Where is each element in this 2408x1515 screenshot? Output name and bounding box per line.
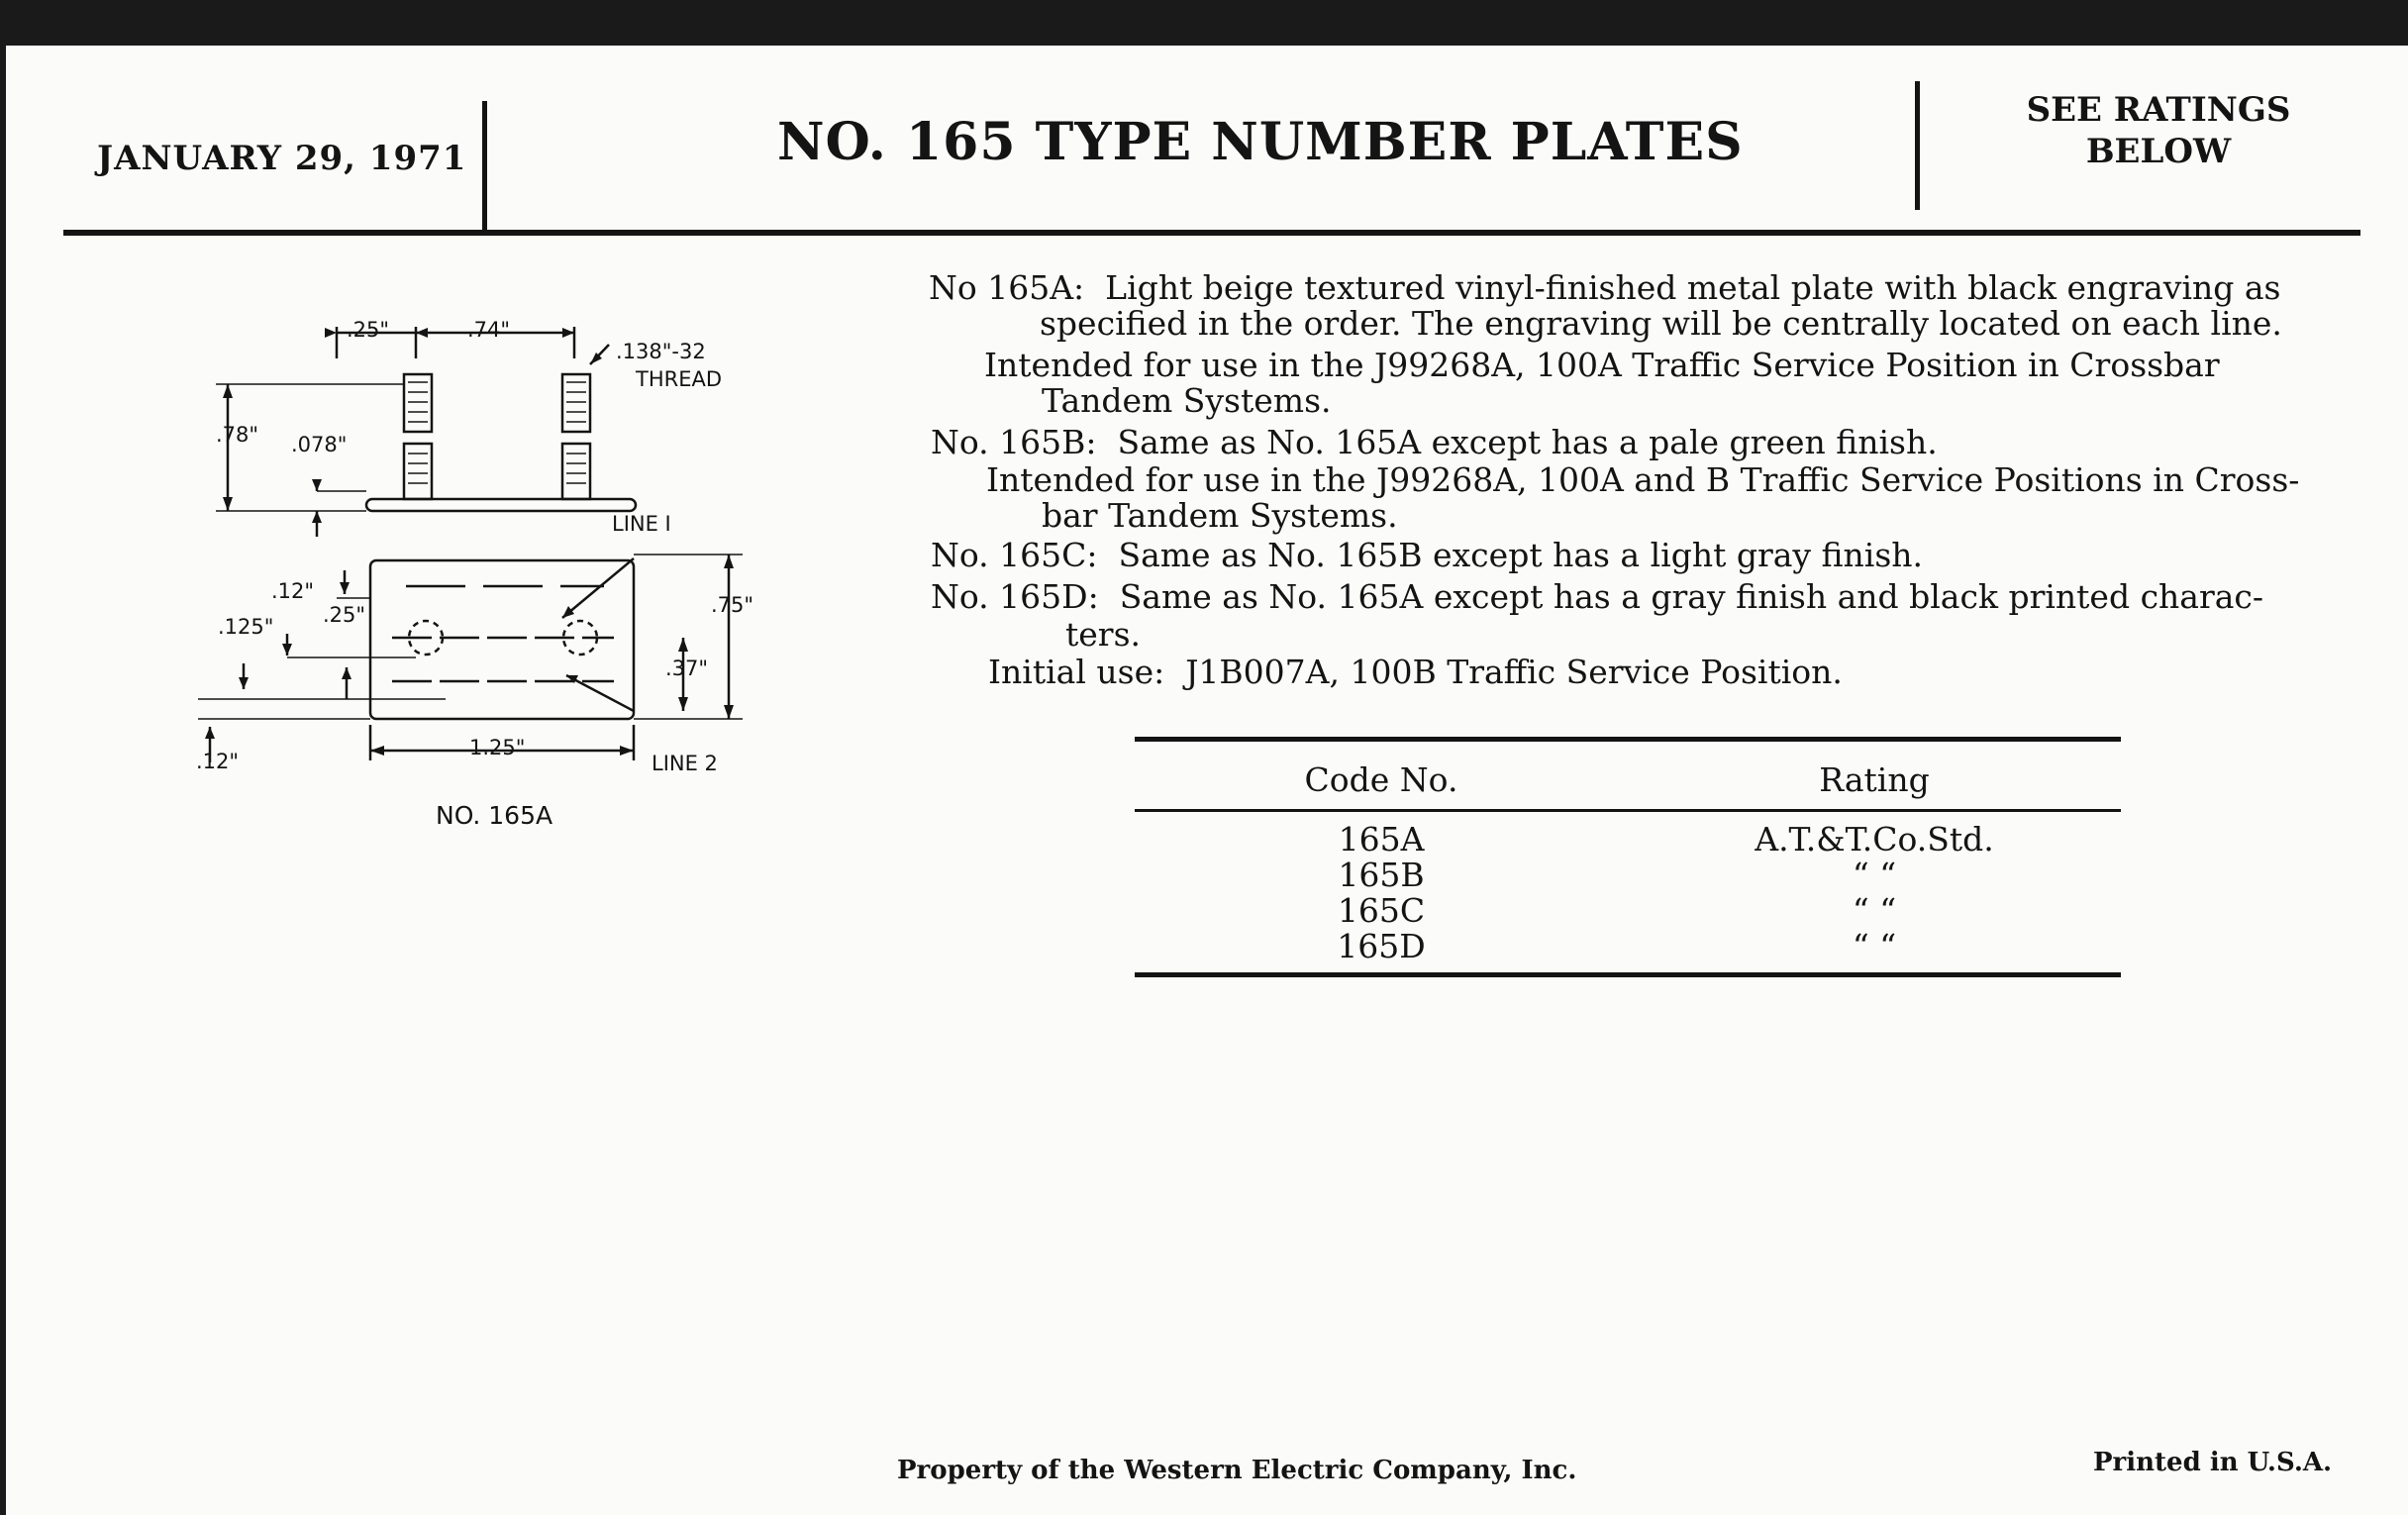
label-165b: No. 165B: bbox=[931, 423, 1097, 461]
stud-lower-left bbox=[404, 444, 432, 499]
row-code: 165C bbox=[1337, 891, 1426, 930]
thread-label: .138"-32 bbox=[616, 340, 706, 363]
arrowhead bbox=[370, 746, 384, 756]
bulletin-date: JANUARY 29, 1971 bbox=[97, 139, 467, 178]
arrowhead bbox=[340, 582, 350, 594]
initial-use-label: Initial use: bbox=[988, 653, 1165, 691]
arrowhead bbox=[678, 638, 688, 652]
row-rating: “ “ bbox=[1852, 856, 1897, 894]
initial-use bbox=[988, 654, 1843, 691]
plate-side-view bbox=[366, 499, 636, 511]
thread-label: THREAD bbox=[636, 367, 723, 391]
dim-label: .74" bbox=[467, 318, 511, 342]
table-row bbox=[1135, 893, 2121, 929]
table-row bbox=[1135, 929, 2121, 974]
line2-label: LINE 2 bbox=[652, 752, 718, 775]
arrowhead bbox=[312, 511, 322, 523]
row-rating: A.T.&T.Co.Std. bbox=[1755, 820, 1994, 858]
desc-165b-text: Same as No. 165A except has a pale green finish. bbox=[1117, 423, 1938, 461]
header-rule bbox=[63, 230, 2360, 236]
arrowhead bbox=[223, 497, 233, 511]
desc-165d-line2: ters. bbox=[1065, 615, 1141, 654]
arrowhead bbox=[312, 479, 322, 491]
see-ratings-line2: BELOW bbox=[2085, 132, 2232, 171]
desc-165a bbox=[929, 269, 2280, 307]
arrowhead bbox=[282, 644, 292, 656]
table-header-row bbox=[1135, 741, 2121, 811]
dim-label: .12" bbox=[271, 579, 315, 603]
line1-label: LINE I bbox=[612, 512, 671, 536]
label-165c: No. 165C: bbox=[931, 536, 1098, 574]
arrowhead bbox=[416, 328, 428, 338]
initial-use-text: J1B007A, 100B Traffic Service Position. bbox=[1185, 653, 1843, 691]
desc-165c-text: Same as No. 165B except has a light gray finish. bbox=[1118, 536, 1924, 574]
row-rating: “ “ bbox=[1852, 891, 1897, 930]
arrowhead bbox=[325, 328, 337, 338]
use-165a-line1: Intended for use in the J99268A, 100A Traffic Service Position in Crossbar bbox=[984, 346, 2220, 384]
arrowhead bbox=[562, 606, 574, 618]
desc-165a-line1: Light beige textured vinyl-finished metal plate with black engraving as bbox=[1105, 268, 2281, 307]
arrowhead bbox=[562, 328, 574, 338]
arrowhead bbox=[724, 705, 734, 719]
dim-label: .12" bbox=[196, 750, 240, 773]
col-rating-header: Rating bbox=[1819, 760, 1930, 799]
row-code: 165A bbox=[1338, 820, 1425, 858]
arrowhead bbox=[724, 555, 734, 568]
desc-165a-line2: specified in the order. The engraving will be centrally located on each line. bbox=[1040, 304, 2282, 343]
arrowhead bbox=[205, 727, 215, 739]
row-rating: “ “ bbox=[1852, 927, 1897, 965]
dim-label: 1.25" bbox=[469, 736, 526, 759]
col-code-header: Code No. bbox=[1304, 760, 1458, 799]
dim-label: .125" bbox=[218, 615, 274, 639]
footer-property: Property of the Western Electric Company, Inc. bbox=[897, 1456, 1577, 1485]
desc-165c bbox=[931, 537, 1923, 574]
label-165d: No. 165D: bbox=[931, 577, 1099, 616]
dim-label: .25" bbox=[323, 603, 366, 627]
row-code: 165D bbox=[1337, 927, 1426, 965]
drawing-caption: NO. 165A bbox=[436, 801, 553, 830]
desc-165d bbox=[931, 578, 2263, 616]
use-165b-line1: Intended for use in the J99268A, 100A and B Traffic Service Positions in Cross- bbox=[986, 460, 2300, 499]
header-divider-right bbox=[1915, 81, 1920, 210]
arrowhead bbox=[239, 677, 249, 689]
arrowhead bbox=[620, 746, 634, 756]
page-title: NO. 165 TYPE NUMBER PLATES bbox=[777, 112, 1744, 172]
arrowhead bbox=[678, 697, 688, 711]
plate-drawing bbox=[188, 307, 782, 842]
arrowhead bbox=[223, 384, 233, 398]
dim-label: .37" bbox=[665, 656, 709, 680]
row-code: 165B bbox=[1338, 856, 1425, 894]
see-ratings-note bbox=[1990, 89, 2327, 172]
header-divider-left bbox=[482, 101, 487, 230]
table-row bbox=[1135, 811, 2121, 858]
arrowhead bbox=[342, 667, 351, 679]
leader-line-1 bbox=[562, 558, 634, 618]
stud-lower-right bbox=[562, 444, 590, 499]
ratings-table bbox=[1135, 741, 2121, 974]
table-row bbox=[1135, 858, 2121, 893]
footer-printed: Printed in U.S.A. bbox=[2093, 1448, 2333, 1477]
dim-label: .75" bbox=[711, 593, 754, 617]
dim-label: .25" bbox=[347, 318, 390, 342]
use-165b-line2: bar Tandem Systems. bbox=[1042, 496, 1398, 535]
dim-label: .78" bbox=[216, 423, 259, 447]
desc-165b bbox=[931, 424, 1938, 461]
use-165a-line2: Tandem Systems. bbox=[1042, 381, 1332, 420]
see-ratings-line1: SEE RATINGS bbox=[2026, 90, 2291, 130]
dim-label: .078" bbox=[291, 433, 348, 456]
label-165a: No 165A: bbox=[929, 268, 1085, 307]
desc-165d-line1: Same as No. 165A except has a gray finish and black printed charac- bbox=[1119, 577, 2264, 616]
table-bottom-rule bbox=[1135, 972, 2121, 977]
plate-front-view bbox=[370, 560, 634, 719]
